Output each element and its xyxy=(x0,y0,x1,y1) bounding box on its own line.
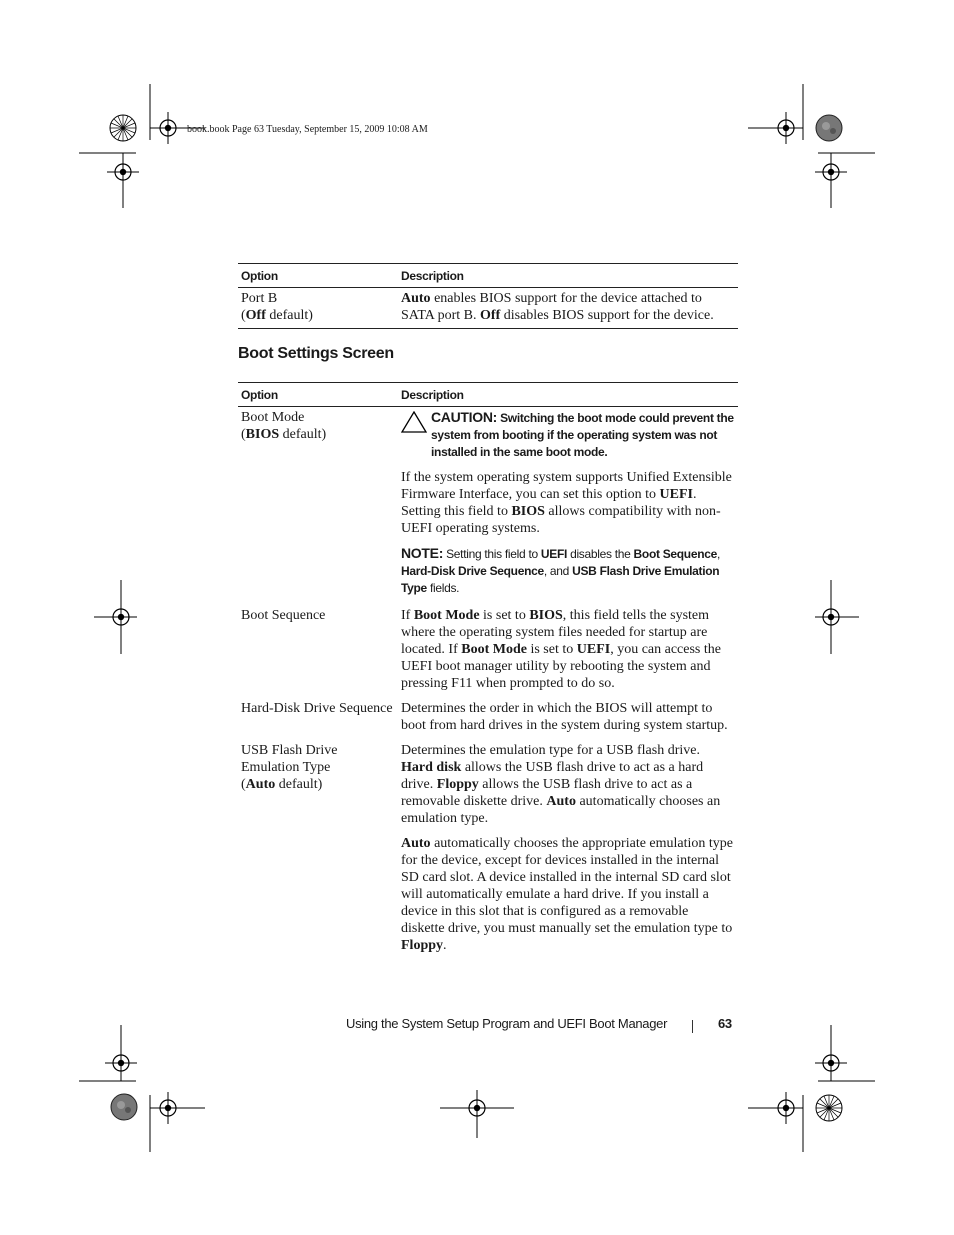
keyword-floppy: Floppy xyxy=(401,938,444,953)
description-text: . Setting this field to xyxy=(401,487,697,519)
note-text: Setting this field to xyxy=(443,547,541,561)
option-cell xyxy=(238,698,398,740)
option-name: Port B xyxy=(241,291,278,306)
caution-text xyxy=(431,409,735,461)
keyword-auto: Auto xyxy=(401,836,431,851)
option-default-prefix: ( xyxy=(241,308,246,323)
description-cell: Determines the order in which the BIOS will attempt to boot from hard drives in the system during system startup. xyxy=(401,701,728,733)
description-text: allows the USB flash drive to act as a hard drive. xyxy=(401,760,704,792)
option-name: Hard-Disk Drive Sequence xyxy=(241,701,393,716)
description-paragraph xyxy=(401,742,735,827)
caution-message: Switching the boot mode could prevent the system from booting if the operating system was not installed in the same boot mode. xyxy=(431,411,734,459)
table-row xyxy=(238,698,738,740)
caution-box xyxy=(401,409,735,461)
keyword-auto: Auto xyxy=(401,291,431,306)
option-cell xyxy=(238,605,398,698)
description-text: If xyxy=(401,608,414,623)
column-header-option: Option xyxy=(238,264,398,288)
keyword-hdd-sequence: Hard-Disk Drive Sequence xyxy=(401,564,544,578)
description-text: allows compatibility with non-UEFI operating systems. xyxy=(401,504,721,536)
keyword-uefi: UEFI xyxy=(576,642,611,657)
note-text: fields. xyxy=(426,581,460,595)
keyword-floppy: Floppy xyxy=(436,777,479,792)
column-header-description: Description xyxy=(398,264,738,288)
keyword-auto: Auto xyxy=(546,794,576,809)
option-default-suffix: default) xyxy=(279,427,327,442)
description-text: is set to xyxy=(479,608,530,623)
option-default-suffix: default) xyxy=(275,777,323,792)
caution-label: CAUTION: xyxy=(431,409,498,425)
option-default-value: Off xyxy=(245,308,266,323)
description-text: automatically chooses the appropriate emulation type for the device, except for devices installed in the internal SD card slot. A device installed in the internal SD card slot will automatically emulate a hard drive. If you install a device in this slot that is configured as a removable diskette drive, you must manually set the emulation type to xyxy=(401,836,734,936)
option-name: USB Flash Drive Emulation Type xyxy=(241,743,338,775)
description-text: enables BIOS support for the device attached to SATA port B. xyxy=(401,291,702,323)
note-label: NOTE: xyxy=(401,545,444,561)
option-name: Boot Sequence xyxy=(241,608,326,623)
description-text: disables BIOS support for the device. xyxy=(500,308,714,323)
keyword-bios: BIOS xyxy=(529,608,563,623)
table-row xyxy=(238,288,738,329)
description-cell xyxy=(398,407,738,606)
option-default-prefix: ( xyxy=(241,777,246,792)
description-text: If the system operating system supports Unified Extensible Firmware Interface, you can set this option to xyxy=(401,470,732,502)
note-text: disables the xyxy=(567,547,634,561)
description-paragraph xyxy=(401,835,735,954)
description-cell xyxy=(398,288,738,329)
option-name: Boot Mode xyxy=(241,410,305,425)
description-text: is set to xyxy=(526,642,577,657)
column-header-option: Option xyxy=(238,383,398,407)
option-cell xyxy=(238,407,398,606)
table-row xyxy=(238,407,738,606)
keyword-boot-sequence: Boot Sequence xyxy=(633,547,717,561)
sata-port-options-table xyxy=(238,263,738,329)
keyword-boot-mode: Boot Mode xyxy=(413,608,480,623)
note-text: , and xyxy=(543,564,573,578)
section-title: Boot Settings Screen xyxy=(238,345,394,362)
note-paragraph xyxy=(401,545,735,597)
description-cell xyxy=(398,605,738,698)
print-header: book.book Page 63 Tuesday, September 15, 2009 10:08 AM xyxy=(187,124,428,135)
description-text: Determines the emulation type for a USB flash drive. xyxy=(401,743,700,758)
footer-chapter-title: Using the System Setup Program and UEFI Boot Manager xyxy=(346,1016,668,1031)
option-default-value: Auto xyxy=(245,777,276,792)
description-text: , you can access the UEFI boot manager utility by rebooting the system and pressing F11 when prompted to do so. xyxy=(401,642,721,691)
description-text: automatically chooses an emulation type. xyxy=(401,794,721,826)
keyword-uefi: UEFI xyxy=(540,547,568,561)
description-cell xyxy=(398,740,738,962)
option-default-value: BIOS xyxy=(245,427,280,442)
option-cell xyxy=(238,740,398,962)
keyword-boot-mode: Boot Mode xyxy=(461,642,527,657)
note-text: , xyxy=(717,547,721,561)
description-text: . xyxy=(443,938,447,953)
description-text: , this field tells the system where the operating system files needed for startup are located. If xyxy=(401,608,710,657)
page-number: 63 xyxy=(718,1016,732,1031)
option-default-suffix: default) xyxy=(265,308,313,323)
option-default-prefix: ( xyxy=(241,427,246,442)
keyword-off: Off xyxy=(480,308,501,323)
description-paragraph xyxy=(401,469,735,537)
keyword-uefi: UEFI xyxy=(659,487,693,502)
keyword-bios: BIOS xyxy=(511,504,545,519)
description-text: allows the USB flash drive to act as a removable diskette drive. xyxy=(401,777,693,809)
footer-separator xyxy=(692,1020,693,1033)
boot-settings-table xyxy=(238,382,738,962)
table-row xyxy=(238,740,738,962)
table-row xyxy=(238,605,738,698)
keyword-hard-disk: Hard disk xyxy=(401,760,462,775)
option-cell xyxy=(238,288,398,329)
column-header-description: Description xyxy=(398,383,738,407)
caution-triangle-icon xyxy=(401,409,431,438)
keyword-usb-emulation: USB Flash Drive Emulation Type xyxy=(401,564,720,595)
